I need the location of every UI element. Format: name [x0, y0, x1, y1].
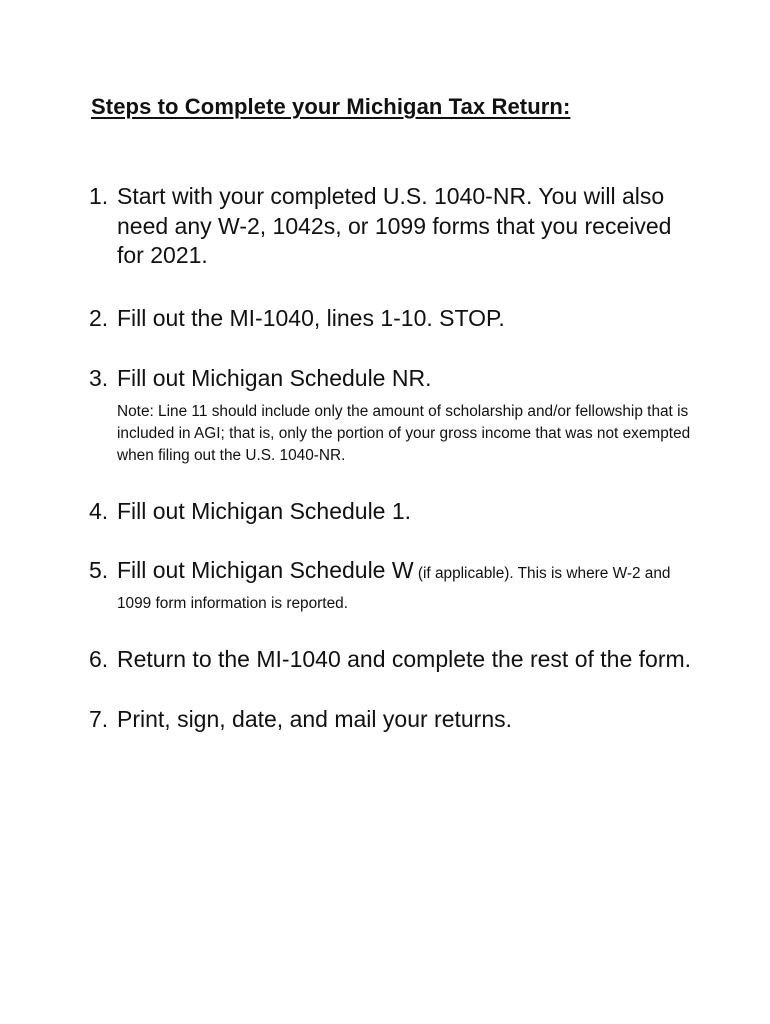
- step-3: [89, 364, 699, 467]
- step-5: [89, 556, 699, 615]
- page-title: Steps to Complete your Michigan Tax Return:: [91, 94, 571, 119]
- step-1: [89, 182, 699, 271]
- step-number: 7.: [89, 705, 109, 732]
- step-number: 5.: [89, 557, 109, 583]
- step-text: Fill out Michigan Schedule W: [117, 557, 414, 583]
- step-note: Note: Line 11 should include only the amount of scholarship and/or fellowship that is included in AGI; that is, only the portion of your gross income that was not exempted when filing out the U.S. 1040-NR.: [117, 402, 691, 464]
- step-number: 1.: [89, 183, 109, 209]
- step-content: [117, 556, 699, 615]
- step-small-text: (if applicable). This is where W-2 and 1099 form information is reported.: [117, 565, 671, 612]
- step-2: [89, 304, 699, 334]
- step-7: [89, 705, 699, 735]
- step-text: Print, sign, date, and mail your returns.: [117, 705, 513, 732]
- step-text: Fill out the MI-1040, lines 1-10. STOP.: [117, 304, 505, 331]
- step-content: [117, 364, 699, 467]
- step-number: 6.: [89, 646, 109, 672]
- step-text: Fill out Michigan Schedule 1.: [117, 497, 412, 524]
- step-6: [89, 645, 699, 675]
- step-number: 4.: [89, 497, 109, 524]
- step-text: Fill out Michigan Schedule NR.: [117, 365, 432, 391]
- steps-list: [89, 182, 699, 734]
- step-text: Return to the MI-1040 and complete the rest of the form.: [117, 646, 692, 672]
- step-number: 3.: [89, 365, 109, 391]
- step-text: Start with your completed U.S. 1040-NR. You will also need any W-2, 1042s, or 1099 forms that you received for 2021.: [117, 183, 672, 268]
- step-number: 2.: [89, 304, 109, 331]
- step-4: [89, 497, 699, 527]
